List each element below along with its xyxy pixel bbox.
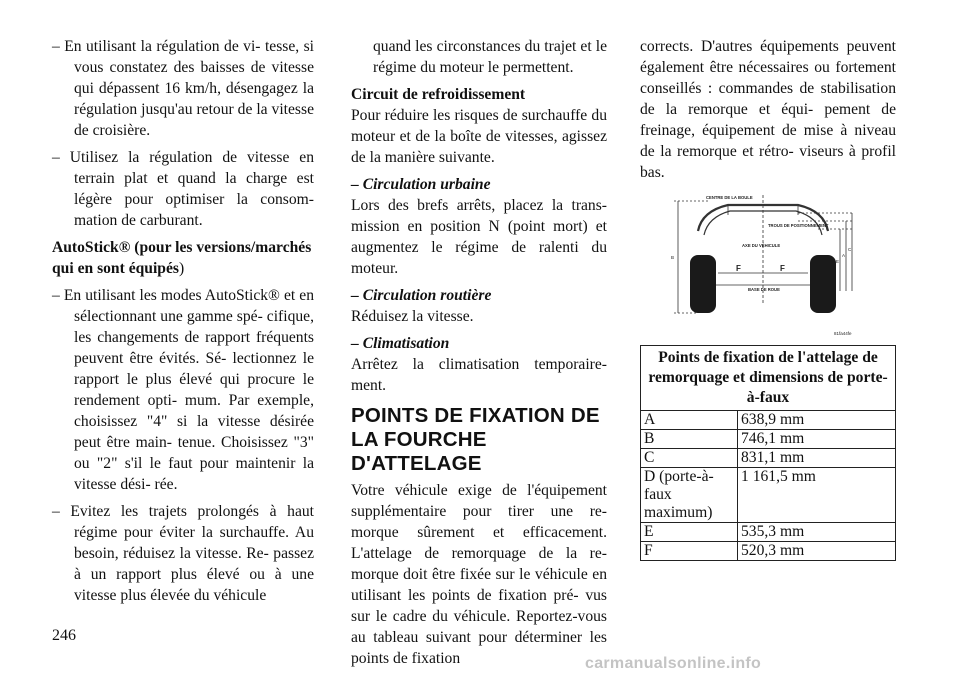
label-e: E [836,259,840,264]
table-row: A 638,9 mm [641,411,896,430]
highway-text: Réduisez la vitesse. [351,308,474,325]
label-f-right: F [780,264,785,273]
label-ball-center: CENTRE DE LA BOULE [706,195,753,200]
label-f-left: F [736,264,741,273]
continued-text-right: corrects. D'autres équipements peuvent également être nécessaires ou fortement conseillés : commandes de stabilisation de la remorque et équi- pement de freinage, équipement de mise à niveau de la remorque et rétro- viseurs à profil bas. [640,38,896,181]
bullet-cruise-flat: – Utilisez la régulation de vitesse en terrain plat et quand la charge est légère pour optimiser la consom- mation de carburant. [52,149,314,229]
table-row: E 535,3 mm [641,523,896,542]
bullet-long-trips: – Evitez les trajets prolongés à haut régime pour éviter la surchauffe. Au besoin, réduisez la vitesse. Re- passez à un rapport plus élevé ou à une vitesse plus élevée du véhicule [52,503,314,604]
column-middle [351,36,607,669]
watermark: carmanualsonline.info [585,655,762,672]
section-text: Votre véhicule exige de l'équipement supplémentaire pour tirer une re- morque sûrement et efficacement. L'attelage de remorquage de la re- morque doit être fixée sur le véhicule en utilisant les points de fixation pré- vus sur le cadre du véhicule. Reportez-vous au tableau suivant pour déterminer les points de fixation [351,482,607,667]
column-left [52,36,314,612]
hitch-dimensions-table [640,345,896,561]
cooling-heading: Circuit de refroidissement [351,86,526,103]
bullet-cruise-drop: – En utilisant la régulation de vi- tesse, si vous constatez des baisses de vitesse qui dépassent 16 km/h, désengagez la régulation jusqu'au retour de la vitesse de croisière. [52,38,314,139]
page-number: 246 [52,627,76,644]
label-c: C [848,247,852,252]
label-b: B [671,255,675,260]
section-title: POINTS DE FIXATION DE LA FOURCHE D'ATTELAGE [351,404,600,475]
cooling-text: Pour réduire les risques de surchauffe du moteur et de la boîte de vitesses, agissez de la manière suivante. [351,107,607,166]
label-wheelbase: BASE DE ROUE [748,287,780,292]
highway-heading: – Circulation routière [351,287,492,304]
urban-text: Lors des brefs arrêts, placez la trans- mission en position N (point mort) et augmentez le régime de ralenti du moteur. [351,197,607,277]
bullet-autostick: – En utilisant les modes AutoStick® et en sélectionnant une gamme spé- cifique, les changements de rapport fréquents peuvent être évités. Sé- lectionnez le rapport le plus élevé qui procure le rendement opti- mum. Par exemple, choisissez "4" si la vitesse désirée peut être main- tenue. Choisissez "3" ou "2" s'il le faut pour maintenir la vitesse dési- rée. [52,287,314,493]
autostick-heading: AutoStick® (pour les versions/marchés qui en sont équipés) [52,239,312,277]
label-vehicle-axis: AXE DU VÉHICULE [742,243,781,248]
table-row: F 520,3 mm [641,542,896,561]
label-holes: TROUS DE POSITIONNEMENT [768,223,829,228]
table-row: C 831,1 mm [641,449,896,468]
urban-heading: – Circulation urbaine [351,176,491,193]
hitch-diagram [668,191,858,341]
table-header: Points de fixation de l'attelage de remorquage et dimensions de porte-à-faux [641,346,896,411]
column-right [640,36,896,561]
table-row: B 746,1 mm [641,430,896,449]
ac-text: Arrêtez la climatisation temporaire- ment. [351,356,607,394]
label-a: A [842,253,846,258]
continued-text: quand les circonstances du trajet et le régime du moteur le permettent. [373,38,607,76]
table-row: D (porte-à-faux maximum) 1 161,5 mm [641,468,896,523]
ac-heading: – Climatisation [351,335,450,352]
diagram-code: 81fa44fe [834,331,852,336]
